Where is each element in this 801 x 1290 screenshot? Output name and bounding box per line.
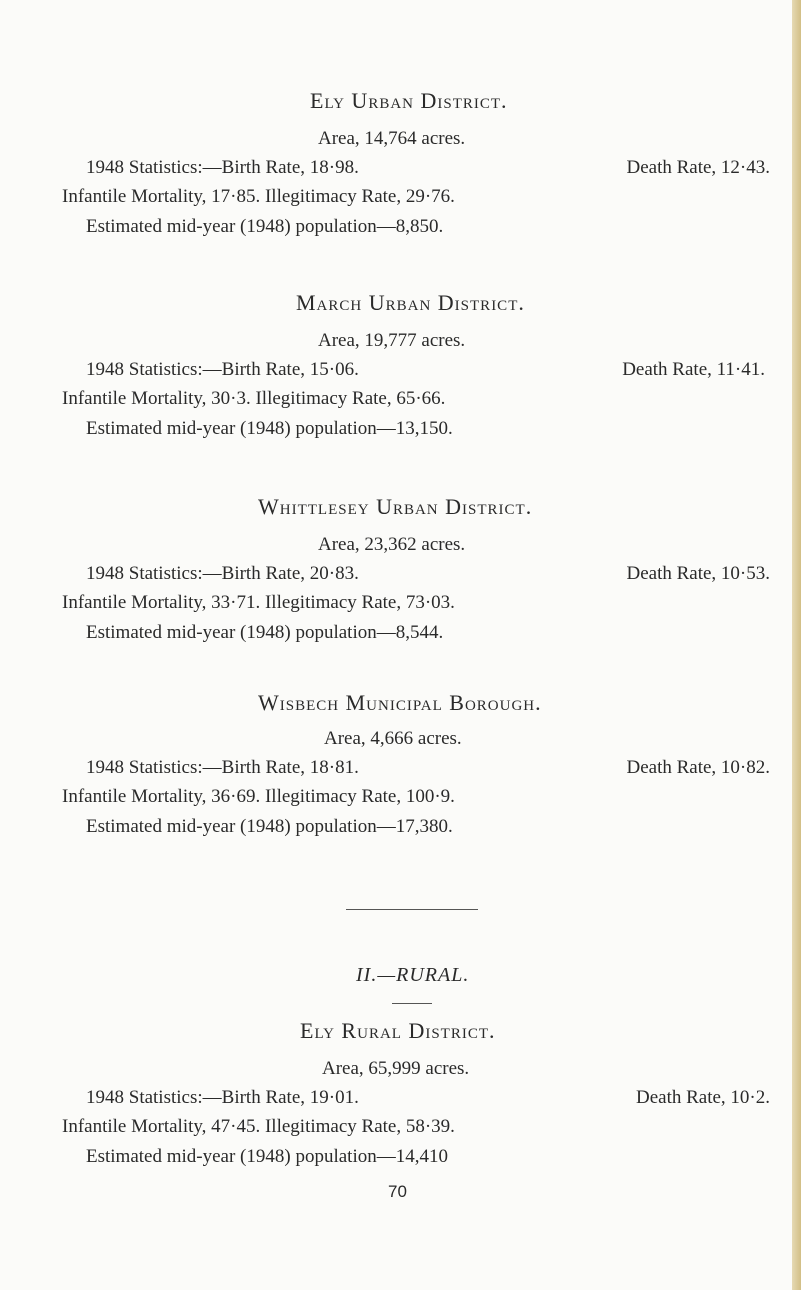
death-rate: Death Rate, 10·2. xyxy=(635,1087,770,1108)
area-line: Area, 65,999 acres. xyxy=(322,1058,470,1079)
infant-mortality-line: Infantile Mortality, 33·71. Illegitimacy Rate, 73·03. xyxy=(62,592,455,613)
infant-mortality-line: Infantile Mortality, 30·3. Illegitimacy Rate, 65·66. xyxy=(62,388,446,409)
death-rate: Death Rate, 11·41. xyxy=(622,359,765,380)
birth-rate: 1948 Statistics:—Birth Rate, 19·01. xyxy=(86,1087,359,1108)
birth-rate: 1948 Statistics:—Birth Rate, 18·98. xyxy=(86,157,359,178)
section-heading: Whittlesey Urban District. xyxy=(258,494,533,519)
statistics-line xyxy=(86,359,765,381)
area-line: Area, 19,777 acres. xyxy=(318,330,466,351)
page-number: 70 xyxy=(388,1182,407,1201)
separator-rule xyxy=(346,909,478,910)
population-line: Estimated mid-year (1948) population—8,544. xyxy=(86,622,444,643)
statistics-line xyxy=(86,157,770,179)
area-line: Area, 4,666 acres. xyxy=(324,728,462,749)
rural-title: II.—RURAL. xyxy=(356,964,470,986)
population-line: Estimated mid-year (1948) population—8,850. xyxy=(86,216,444,237)
population-line: Estimated mid-year (1948) population—14,410 xyxy=(86,1146,448,1167)
section-heading: Ely Rural District. xyxy=(300,1018,496,1043)
section-heading: Wisbech Municipal Borough. xyxy=(258,690,542,715)
statistics-line xyxy=(86,757,770,779)
area-line: Area, 23,362 acres. xyxy=(318,534,466,555)
short-rule xyxy=(392,1003,432,1004)
population-line: Estimated mid-year (1948) population—17,380. xyxy=(86,816,453,837)
infant-mortality-line: Infantile Mortality, 17·85. Illegitimacy Rate, 29·76. xyxy=(62,186,455,207)
death-rate: Death Rate, 10·53. xyxy=(626,563,770,584)
section-heading: Ely Urban District. xyxy=(310,88,508,113)
infant-mortality-line: Infantile Mortality, 47·45. Illegitimacy Rate, 58·39. xyxy=(62,1116,455,1137)
birth-rate: 1948 Statistics:—Birth Rate, 20·83. xyxy=(86,563,359,584)
death-rate: Death Rate, 10·82. xyxy=(626,757,770,778)
statistics-line xyxy=(86,563,770,585)
statistics-line xyxy=(86,1087,770,1109)
section-heading: March Urban District. xyxy=(296,290,525,315)
birth-rate: 1948 Statistics:—Birth Rate, 15·06. xyxy=(86,359,359,380)
birth-rate: 1948 Statistics:—Birth Rate, 18·81. xyxy=(86,757,359,778)
infant-mortality-line: Infantile Mortality, 36·69. Illegitimacy Rate, 100·9. xyxy=(62,786,455,807)
area-line: Area, 14,764 acres. xyxy=(318,128,466,149)
death-rate: Death Rate, 12·43. xyxy=(626,157,770,178)
population-line: Estimated mid-year (1948) population—13,150. xyxy=(86,418,453,439)
